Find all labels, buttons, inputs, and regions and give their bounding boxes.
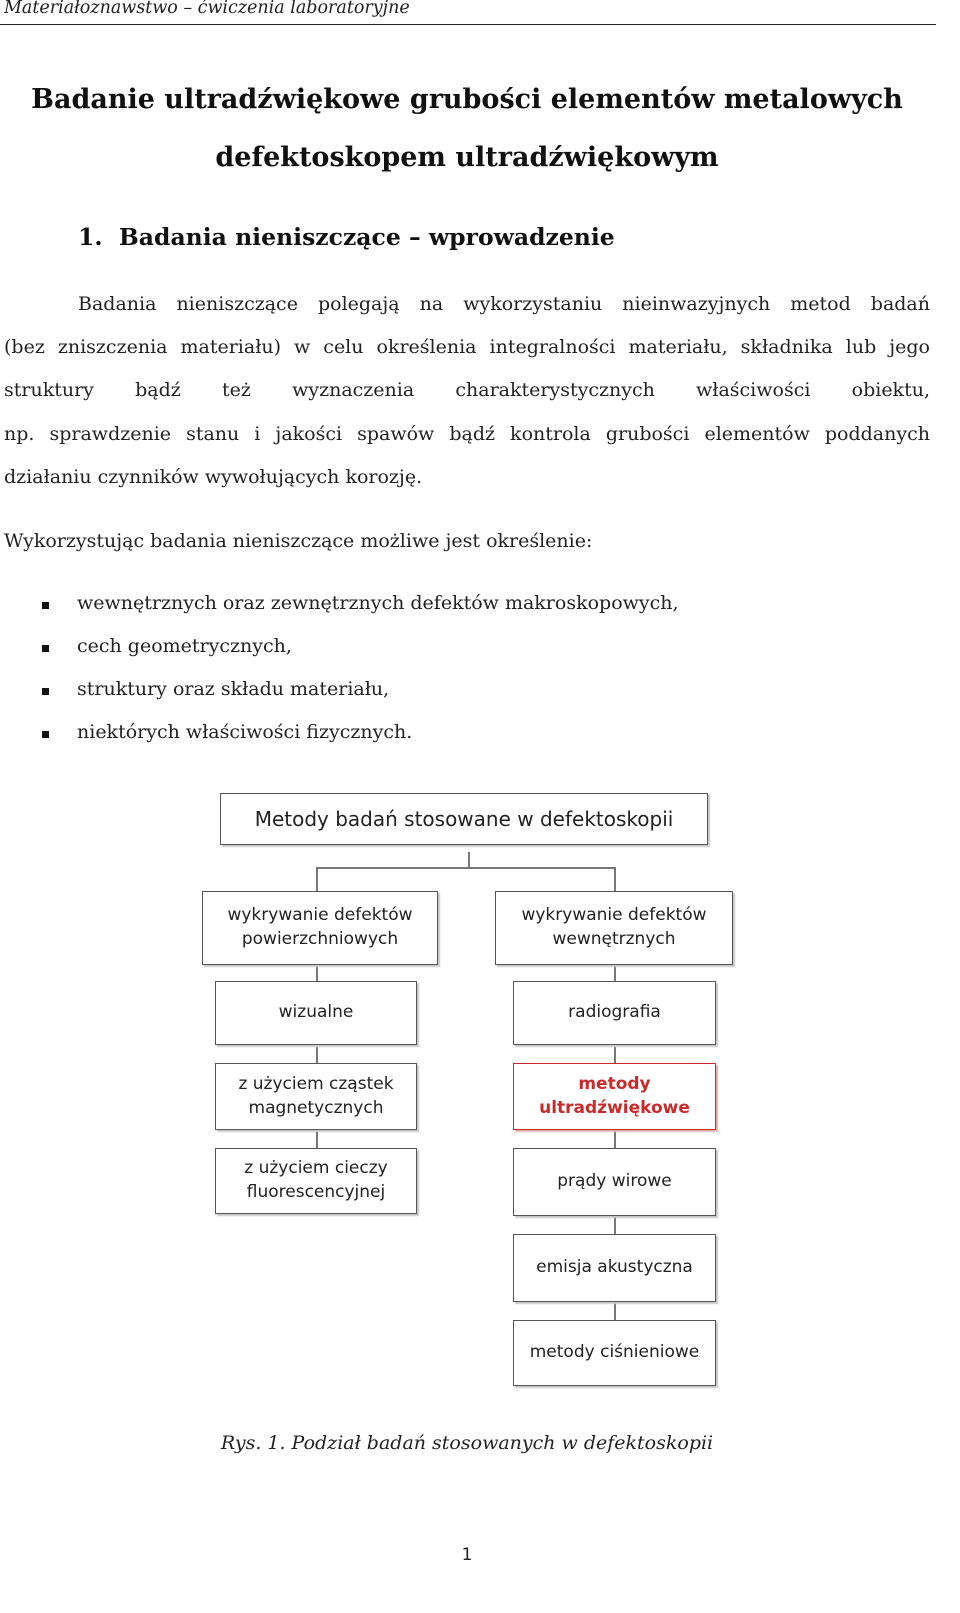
- section-heading: [78, 223, 615, 251]
- connector-line: [614, 867, 616, 891]
- connector-line: [614, 1302, 616, 1320]
- paragraph-line: (bez zniszczenia materiału) w celu określenia integralności materiału, składnika lub jego: [4, 336, 930, 358]
- connector-line: [316, 867, 318, 891]
- paragraph-line: działaniu czynników wywołujących korozję.: [4, 466, 423, 488]
- header-text: Materiałoznawstwo – ćwiczenia laboratoryjne: [4, 0, 410, 18]
- section-number: 1.: [78, 223, 103, 251]
- paragraph-line: struktury bądź też wyznaczenia charakterystycznych właściwości obiektu,: [4, 379, 930, 401]
- connector-line: [316, 867, 616, 869]
- connector-line: [316, 1130, 318, 1148]
- connector-line: [614, 1216, 616, 1234]
- method-box-metody-cisnieniowe: [513, 1320, 716, 1386]
- list-item: niektórych właściwości fizycznych.: [77, 721, 413, 743]
- connector-line: [614, 1130, 616, 1148]
- method-label-highlighted: metody: [578, 1073, 651, 1094]
- method-label: radiografia: [568, 1002, 661, 1023]
- paragraph-intro: Wykorzystując badania nieniszczące możliwe jest określenie:: [4, 530, 593, 552]
- method-label: z użyciem cząstek: [238, 1073, 394, 1094]
- connector-line: [468, 852, 470, 868]
- method-label: magnetycznych: [248, 1097, 384, 1118]
- bullet-square-icon: [42, 602, 49, 609]
- method-label-highlighted: ultradźwiękowe: [539, 1097, 690, 1118]
- method-box-magnetyczne: [215, 1063, 417, 1130]
- paragraph-line: Badania nieniszczące polegają na wykorzystaniu nieinwazyjnych metod badań: [78, 293, 930, 315]
- method-box-wizualne: [215, 981, 417, 1045]
- list-item: cech geometrycznych,: [77, 635, 292, 657]
- right-category-box: [495, 891, 733, 965]
- right-category-label: wykrywanie defektów: [521, 905, 707, 926]
- method-label: emisja akustyczna: [536, 1257, 693, 1278]
- list-item: wewnętrznych oraz zewnętrznych defektów makroskopowych,: [77, 592, 679, 614]
- diagram-root-label: Metody badań stosowane w defektoskopii: [254, 807, 674, 831]
- page-header: [0, 0, 936, 25]
- connector-line: [614, 1047, 616, 1063]
- bullet-square-icon: [42, 688, 49, 695]
- method-label: wizualne: [278, 1002, 354, 1023]
- figure-caption: Rys. 1. Podział badań stosowanych w defektoskopii: [220, 1432, 714, 1454]
- method-box-ultradzwiekowe: [513, 1063, 716, 1130]
- paragraph-line: np. sprawdzenie stanu i jakości spawów bądź kontrola grubości elementów poddanych: [4, 423, 930, 445]
- method-box-emisja-akustyczna: [513, 1234, 716, 1302]
- method-box-radiografia: [513, 981, 716, 1045]
- method-box-prady-wirowe: [513, 1148, 716, 1216]
- bullet-square-icon: [42, 731, 49, 738]
- left-category-box: [202, 891, 438, 965]
- section-title: Badania nieniszczące – wprowadzenie: [118, 223, 615, 251]
- bullet-square-icon: [42, 645, 49, 652]
- page-number: 1: [461, 1545, 473, 1565]
- connector-line: [316, 1047, 318, 1063]
- left-category-label: wykrywanie defektów: [227, 905, 413, 926]
- method-label: fluorescencyjnej: [246, 1182, 386, 1202]
- document-title-line-2: defektoskopem ultradźwiękowym: [215, 142, 719, 173]
- right-category-label: wewnętrznych: [552, 929, 676, 949]
- connector-line: [614, 965, 616, 981]
- list-item: struktury oraz składu materiału,: [77, 678, 390, 700]
- document-title-line-1: Badanie ultradźwiękowe grubości elementów metalowych: [31, 84, 903, 115]
- method-label: prądy wirowe: [557, 1171, 672, 1192]
- method-box-fluorescencyjne: [215, 1148, 417, 1214]
- diagram-root-box: [220, 793, 708, 845]
- connector-line: [316, 965, 318, 981]
- method-label: z użyciem cieczy: [244, 1158, 388, 1179]
- left-category-label: powierzchniowych: [241, 929, 399, 949]
- method-label: metody ciśnieniowe: [529, 1342, 700, 1363]
